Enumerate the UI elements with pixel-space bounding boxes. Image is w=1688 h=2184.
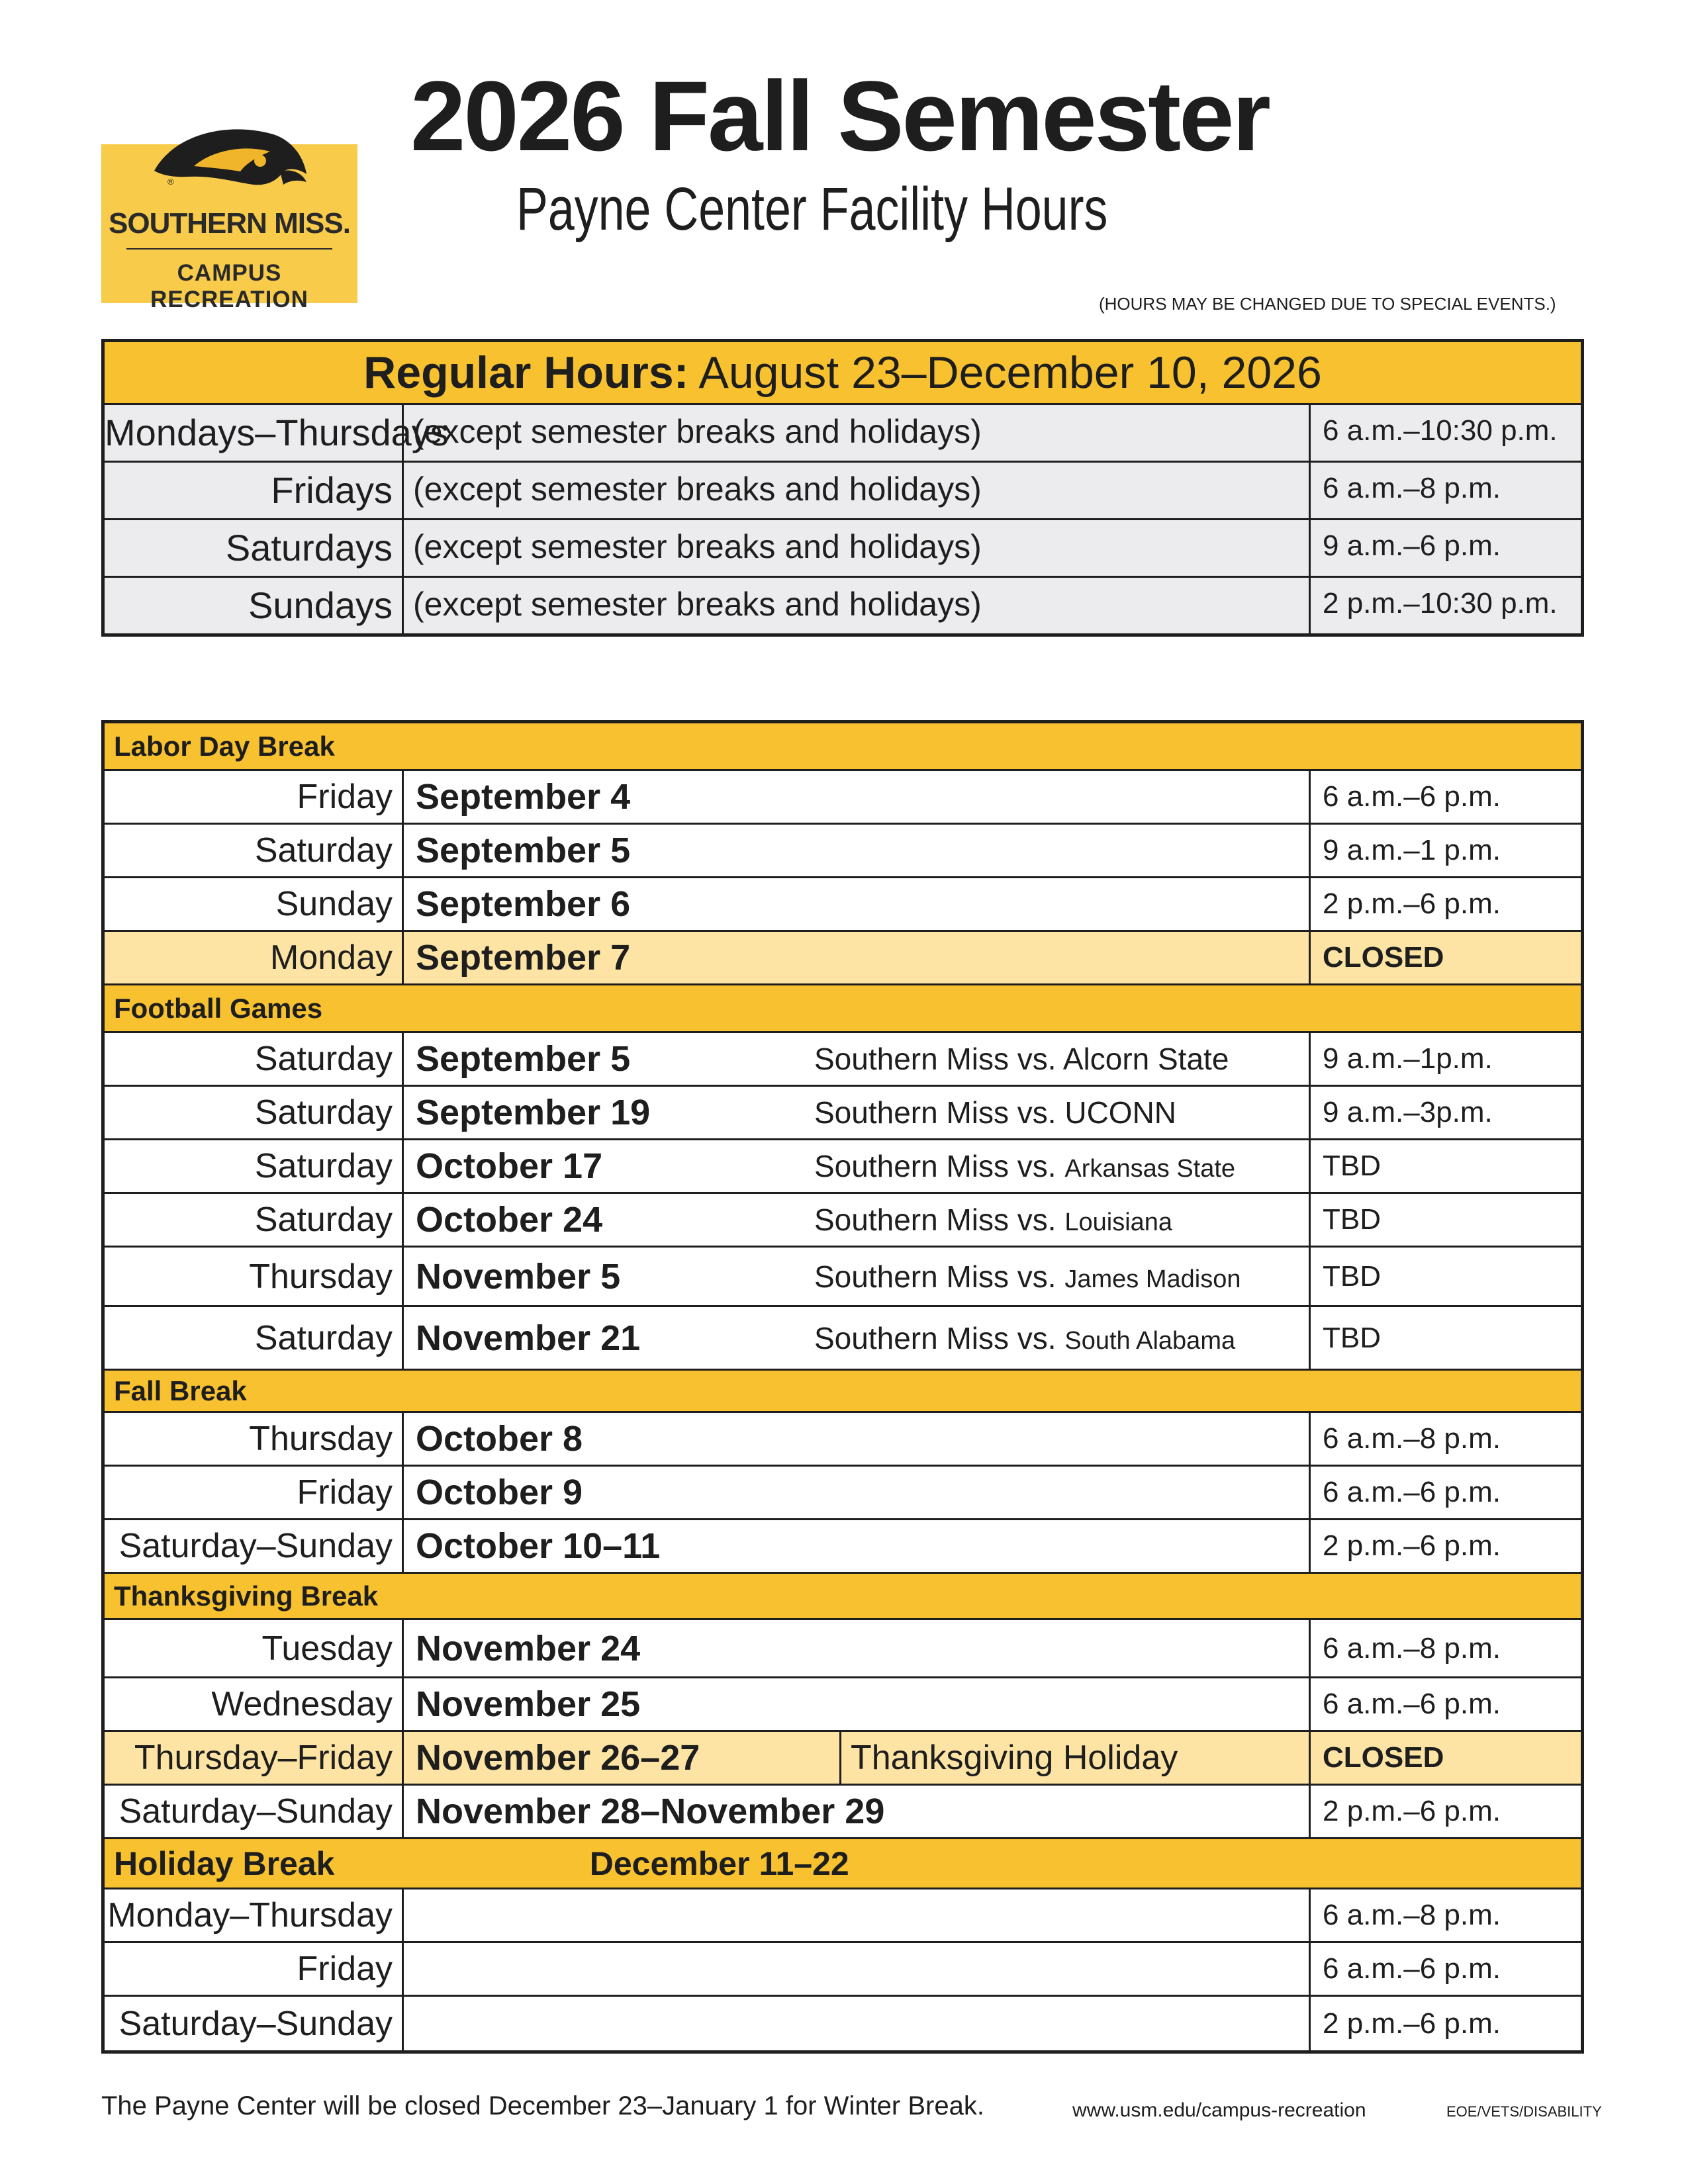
day-cell: Saturday [105,1087,404,1138]
date-cell: November 24 [416,1628,641,1668]
table-row [105,1140,1581,1194]
note-cell: (except semester breaks and holidays) [404,520,1311,576]
hours-cell: 6 a.m.–8 p.m. [1323,1631,1501,1664]
date-cell: November 5 [416,1256,621,1297]
event-cell [814,1095,1176,1130]
date-cell [404,1943,1311,1995]
day-cell: Saturday [105,1033,404,1085]
hours-cell: TBD [1323,1259,1381,1293]
table-row [105,1786,1581,1839]
table-row [105,578,1581,633]
date-cell: September 5 [416,1039,631,1079]
opponent: Alcorn State [1062,1042,1229,1076]
opponent: James Madison [1064,1265,1241,1293]
date-cell: October 10–11 [416,1526,661,1566]
page-title: 2026 Fall Semester [410,60,1269,171]
eagle-icon [148,108,313,207]
event-cell [814,1148,1235,1184]
table-row [105,1087,1581,1140]
day-cell: Monday [105,932,404,983]
event-cell [814,1202,1172,1238]
note-cell: (except semester breaks and holidays) [404,405,1311,461]
event-prefix: Southern Miss vs. [814,1259,1065,1294]
table-row [105,1194,1581,1248]
table-row [105,1678,1581,1732]
date-cell: September 7 [416,938,631,978]
date-cell: October 9 [416,1473,583,1512]
day-cell: Monday–Thursday [105,1889,404,1941]
holiday-dates: December 11–22 [589,1844,849,1882]
hours-cell: 6 a.m.–8 p.m. [1323,1899,1501,1931]
hours-cell: 6 a.m.–6 p.m. [1323,780,1501,813]
day-cell: Friday [105,1943,404,1995]
opponent: Arkansas State [1064,1155,1236,1183]
section-title: Football Games [114,992,323,1024]
event-prefix: Southern Miss vs. [814,1320,1065,1355]
table-row [105,1943,1581,1997]
table-row [105,1732,1581,1786]
section-header-fall-break [105,1371,1581,1413]
table-row [105,1413,1581,1467]
table-row [105,771,1581,825]
table-row [105,878,1581,932]
section-header-holiday [105,1839,1581,1889]
date-cell: September 5 [416,831,631,870]
campus-rec-logo [101,144,357,312]
table-row [105,932,1581,985]
event-prefix: Southern Miss vs. [814,1095,1065,1130]
hours-cell: 9 a.m.–1 p.m. [1323,834,1501,866]
hours-cell: TBD [1323,1150,1381,1182]
day-cell: Saturday [105,1307,404,1369]
table-row [105,520,1581,578]
opponent: UCONN [1064,1095,1177,1130]
hours-cell: CLOSED [1323,941,1444,974]
day-cell: Sunday [105,878,404,930]
hours-cell: 6 a.m.–8 p.m. [1323,1422,1501,1455]
day-cell: Saturday [105,1140,404,1192]
table-row [105,405,1581,463]
hours-cell: CLOSED [1323,1741,1444,1774]
section-header-football [105,985,1581,1033]
hours-cell: TBD [1323,1321,1381,1354]
eoe-statement: EOE/VETS/DISABILITY [1446,2103,1602,2120]
regular-hours-label: Regular Hours: [363,347,689,398]
hours-cell: 9 a.m.–6 p.m. [1323,529,1501,562]
holiday-note: Thanksgiving Holiday [839,1732,1178,1784]
section-title: Labor Day Break [114,730,335,762]
hours-cell: 6 a.m.–6 p.m. [1323,1952,1501,1985]
special-hours-table [101,720,1584,2054]
date-cell: September 6 [416,884,631,924]
hours-cell: 6 a.m.–8 p.m. [1323,472,1501,504]
day-cell: Saturday [105,1194,404,1246]
date-cell: November 28–November 29 [416,1792,885,1831]
event-cell [814,1259,1241,1295]
event-cell [814,1041,1229,1077]
winter-break-note: The Payne Center will be closed December 23–January 1 for Winter Break. [101,2091,984,2120]
date-cell [404,1889,1311,1941]
hours-cell: 2 p.m.–6 p.m. [1323,1795,1501,1827]
day-cell: Sundays [105,578,404,633]
table-row [105,1620,1581,1678]
date-cell: November 25 [416,1684,641,1724]
regular-hours-range: August 23–December 10, 2026 [688,347,1322,398]
hours-cell: 2 p.m.–6 p.m. [1323,2007,1501,2040]
table-row [105,1520,1581,1574]
hours-cell: 6 a.m.–6 p.m. [1323,1688,1501,1720]
date-cell: November 26–27 [416,1738,700,1778]
logo-divider [126,248,332,250]
section-title: Holiday Break [114,1844,335,1882]
day-cell: Thursday [105,1413,404,1465]
website-link[interactable]: www.usm.edu/campus-recreation [1072,2099,1366,2121]
section-title: Thanksgiving Break [114,1580,379,1612]
regular-hours-header [105,342,1581,405]
note-cell: (except semester breaks and holidays) [404,578,1311,633]
date-cell: September 19 [416,1093,651,1132]
day-cell: Friday [105,1467,404,1518]
date-cell: October 24 [416,1200,603,1240]
date-cell: October 17 [416,1146,603,1186]
regular-hours-table [101,339,1584,637]
day-cell: Saturdays [105,520,404,576]
hours-change-note: (HOURS MAY BE CHANGED DUE TO SPECIAL EVENTS.) [1099,294,1556,314]
table-row [105,1889,1581,1943]
table-row [105,1467,1581,1520]
date-cell: November 21 [416,1318,641,1358]
event-prefix: Southern Miss vs. [814,1042,1063,1076]
table-row [105,1033,1581,1087]
section-header-thanksgiving [105,1574,1581,1620]
table-row [105,463,1581,520]
hours-cell: TBD [1323,1203,1381,1236]
opponent: Louisiana [1064,1208,1173,1236]
day-cell: Friday [105,771,404,823]
event-cell [814,1320,1235,1356]
hours-cell: 6 a.m.–10:30 p.m. [1323,414,1558,447]
event-prefix: Southern Miss vs. [814,1203,1065,1237]
table-row [105,1307,1581,1371]
day-cell: Tuesday [105,1620,404,1676]
table-row [105,1248,1581,1307]
opponent: South Alabama [1064,1326,1236,1355]
day-cell: Saturday–Sunday [105,1786,404,1837]
date-cell: September 4 [416,777,631,817]
hours-cell: 6 a.m.–6 p.m. [1323,1476,1501,1508]
hours-cell: 9 a.m.–1p.m. [1323,1042,1493,1075]
day-cell: Thursday [105,1248,404,1305]
hours-cell: 9 a.m.–3p.m. [1323,1096,1493,1128]
table-row [105,825,1581,878]
page-subtitle: Payne Center Facility Hours [516,175,1108,243]
registered-mark: ® [167,177,174,187]
event-prefix: Southern Miss vs. [814,1149,1065,1183]
day-cell: Wednesday [105,1678,404,1730]
day-cell: Thursday–Friday [105,1732,404,1784]
section-title: Fall Break [114,1375,247,1406]
day-cell: Saturday [105,825,404,876]
day-cell: Saturday–Sunday [105,1520,404,1572]
hours-cell: 2 p.m.–6 p.m. [1323,1529,1501,1562]
hours-cell: 2 p.m.–6 p.m. [1323,887,1501,920]
logo-brand: SOUTHERN MISS. [109,207,350,240]
section-header-labor-day [105,723,1581,771]
date-cell: October 8 [416,1419,583,1459]
day-cell: Mondays–Thursdays [105,405,404,461]
day-cell: Saturday–Sunday [105,1997,404,2050]
hours-cell: 2 p.m.–10:30 p.m. [1323,587,1558,619]
day-cell: Fridays [105,463,404,518]
table-row [105,1997,1581,2050]
logo-subtitle: CAMPUS RECREATION [150,260,308,312]
note-cell: (except semester breaks and holidays) [404,463,1311,518]
date-cell [404,1997,1311,2050]
